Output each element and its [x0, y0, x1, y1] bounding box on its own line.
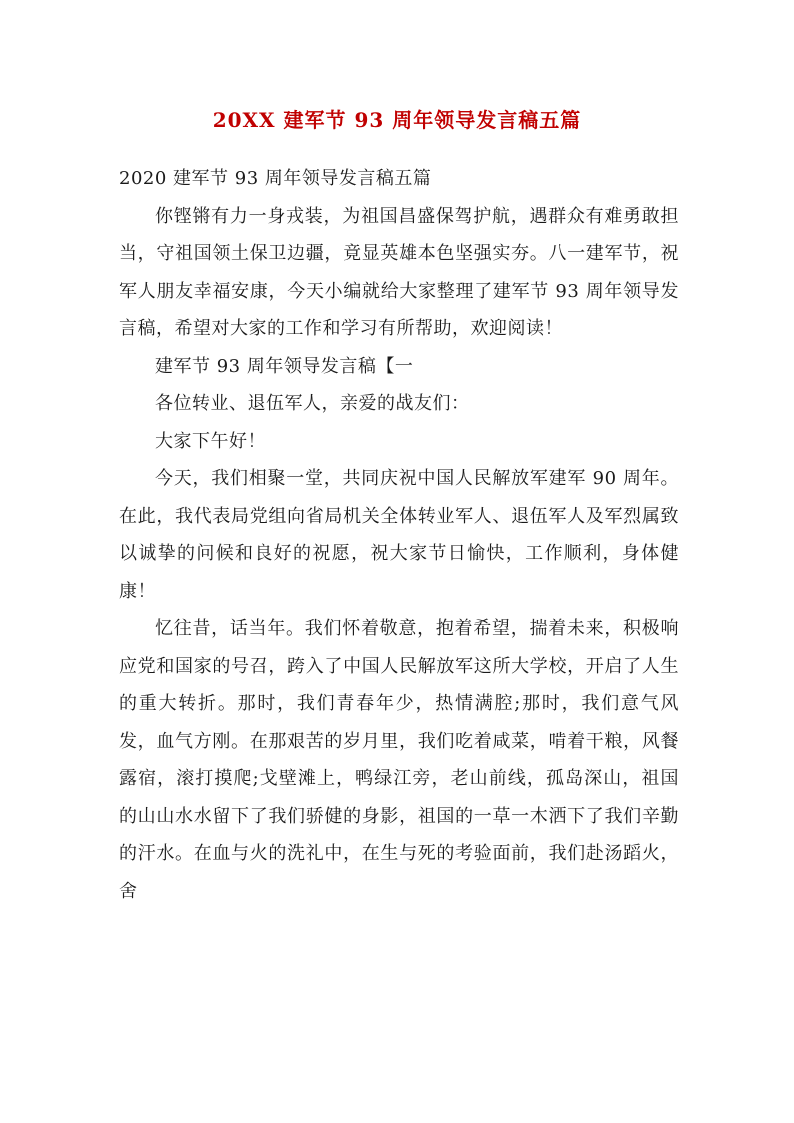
paragraph-celebration: 今天，我们相聚一堂，共同庆祝中国人民解放军建军 90 周年。在此，我代表局党组向省局机关全体转业军人、退伍军人及军烈属致以诚挚的问候和良好的祝愿，祝大家节日愉快，工作顺利，身体健康！ — [119, 468, 679, 602]
greeting: 大家下午好！ — [155, 430, 266, 452]
paragraph-recollection: 忆往昔，话当年。我们怀着敬意，抱着希望，揣着未来，积极响应党和国家的号召，跨入了中国人民解放军这所大学校，开启了人生的重大转折。那时，我们青春年少，热情满腔;那时，我们意气风发，血气方刚。在那艰苦的岁月里，我们吃着咸菜，啃着干粮，风餐露宿，滚打摸爬;戈壁滩上，鸭绿江旁，老山前线，孤岛深山，祖国的山山水水留下了我们骄健的身影，祖国的一草一木洒下了我们辛勤的汗水。在血与火的洗礼中，在生与死的考验面前，我们赴汤蹈火，舍 — [119, 618, 679, 902]
paragraph-intro: 你铿锵有力一身戎装，为祖国昌盛保驾护航，遇群众有难勇敢担当，守祖国领土保卫边疆，竟显英雄本色坚强实夯。八一建军节，祝军人朋友幸福安康，今天小编就给大家整理了建军节 93 周年领导发言稿，希望对大家的工作和学习有所帮助，欢迎阅读！ — [119, 205, 679, 339]
section-heading: 建军节 93 周年领导发言稿【一 — [155, 355, 414, 377]
document-subtitle: 2020 建军节 93 周年领导发言稿五篇 — [119, 168, 432, 189]
document-body — [119, 160, 679, 910]
document-title: 20XX 建军节 93 周年领导发言稿五篇 — [212, 108, 582, 132]
salutation: 各位转业、退伍军人，亲爱的战友们： — [155, 393, 470, 414]
